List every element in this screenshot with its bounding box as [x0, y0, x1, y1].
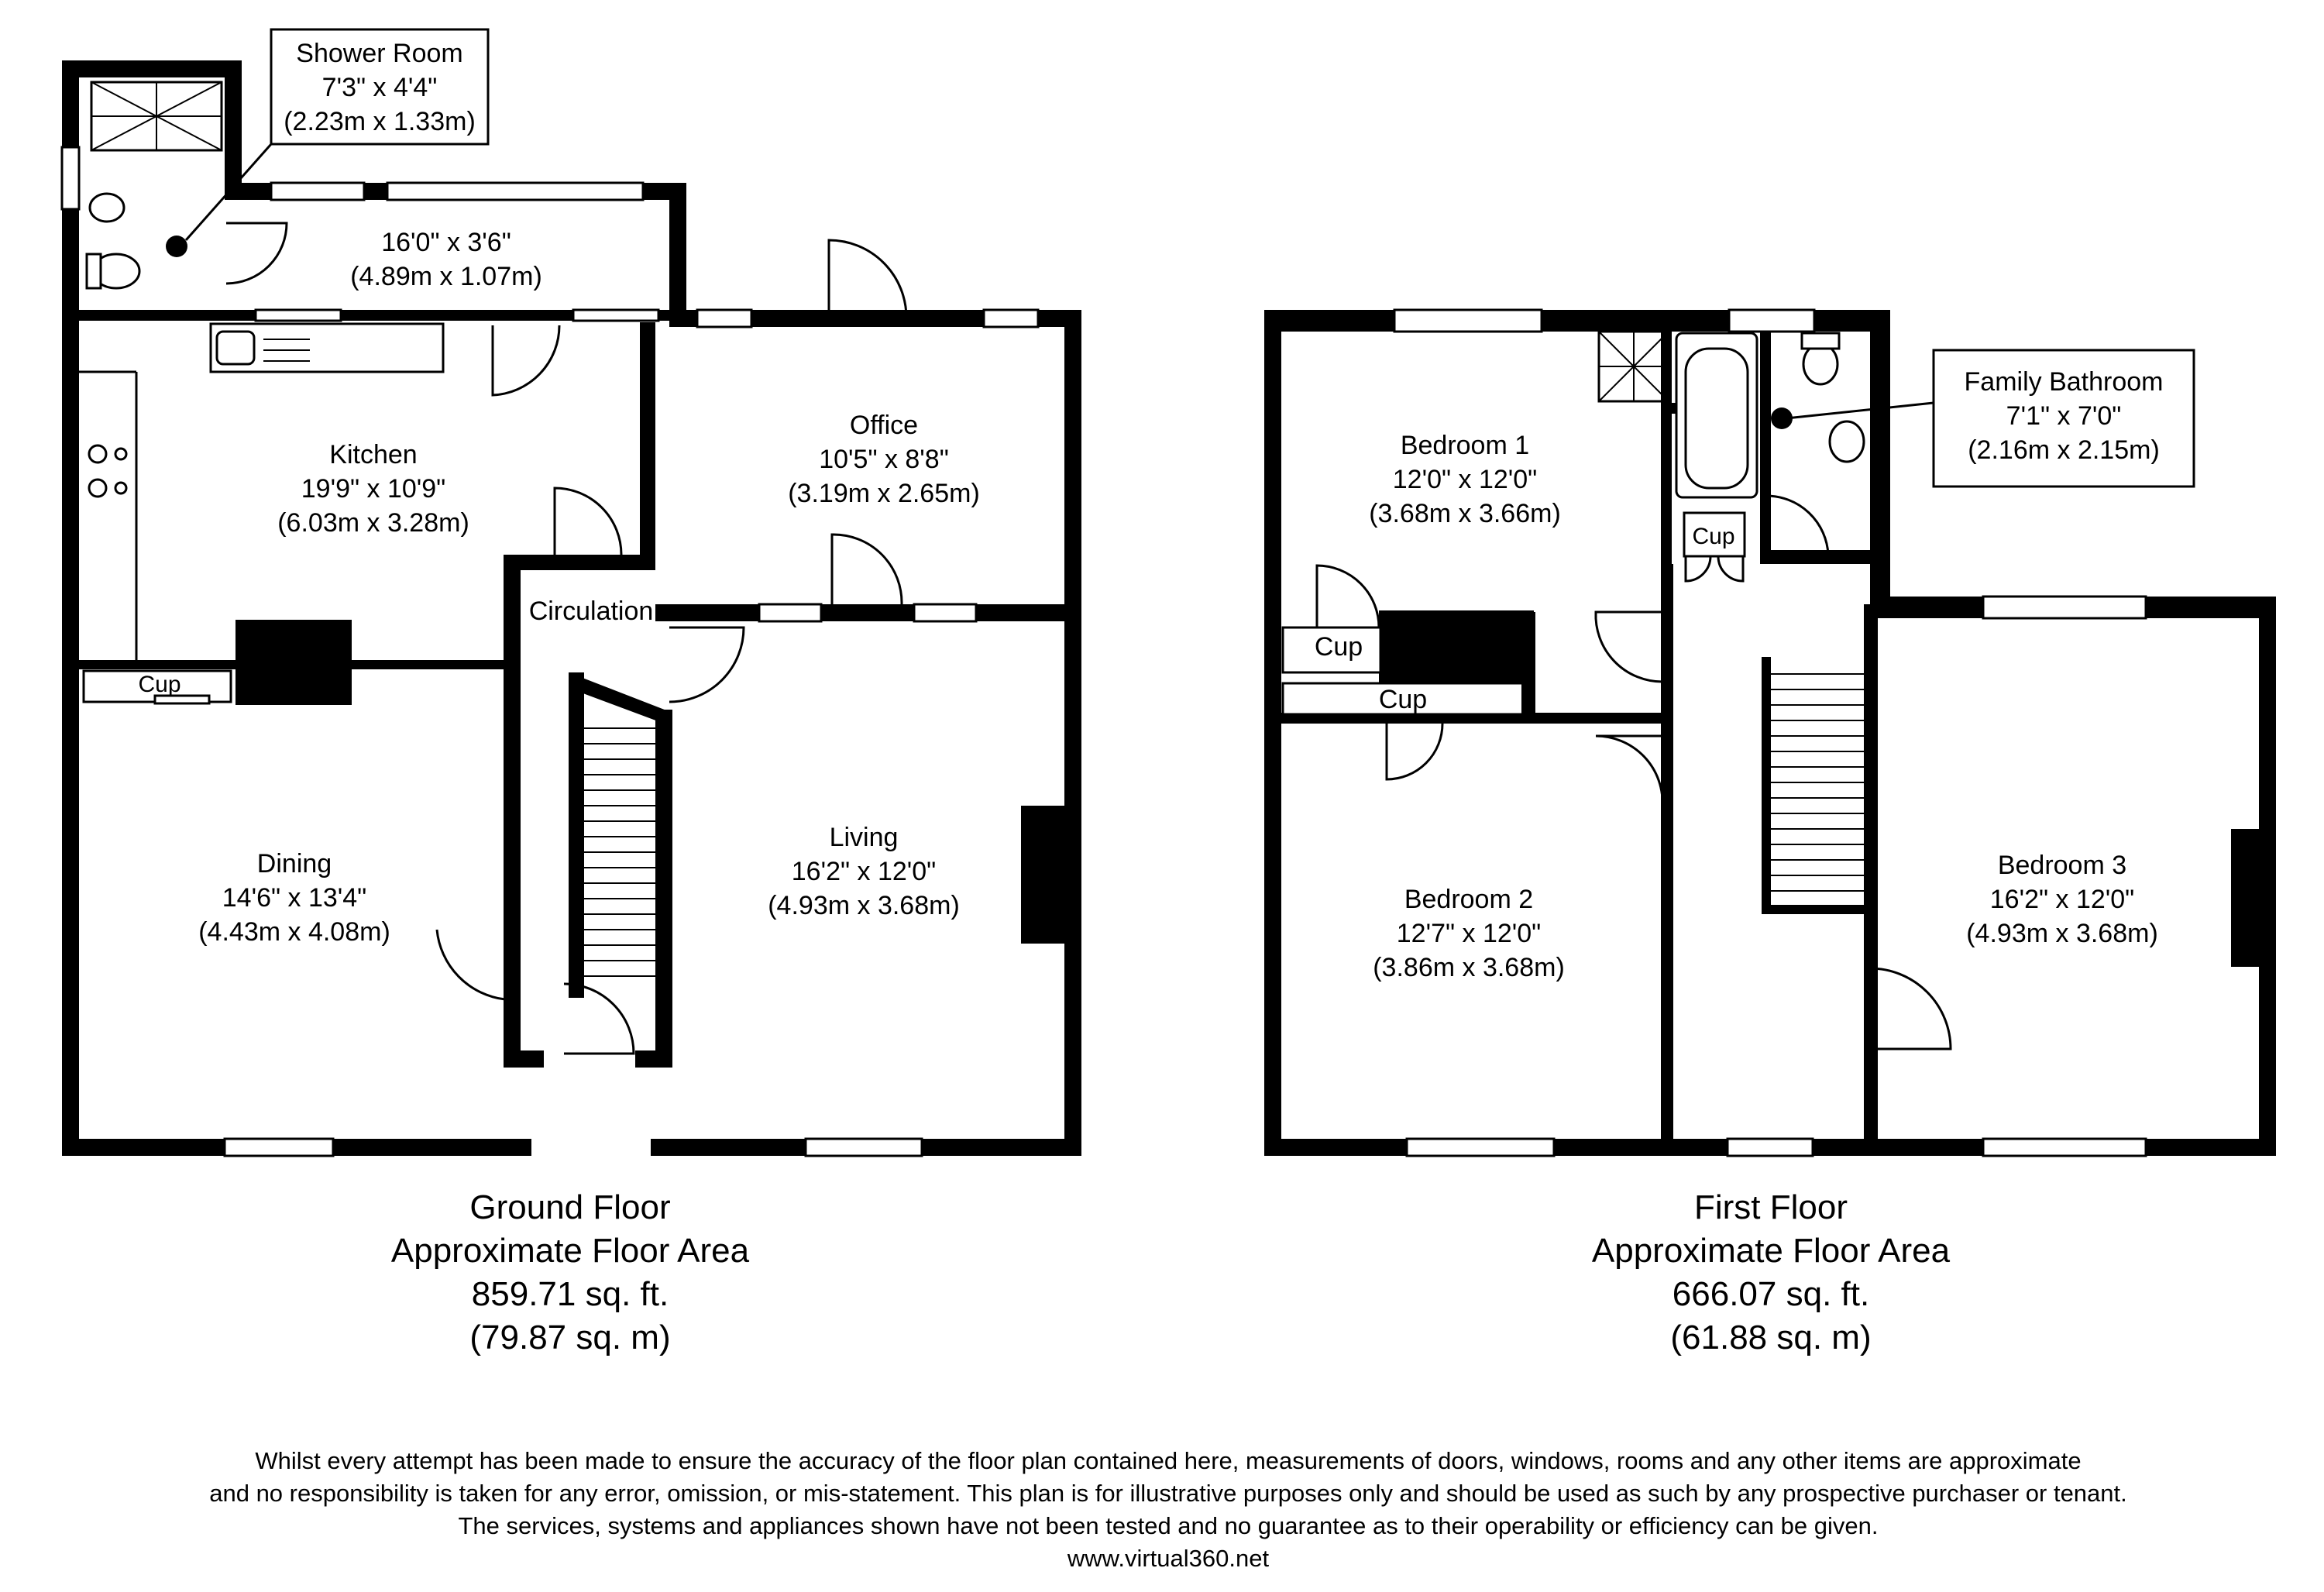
dining-imperial: 14'6" x 13'4"	[222, 883, 367, 913]
dining-metric: (4.43m x 4.08m)	[198, 917, 390, 947]
kitchen-door-icon	[493, 325, 559, 395]
sink-icon	[217, 332, 254, 364]
office-metric: (3.19m x 2.65m)	[788, 479, 980, 508]
bedroom1-imperial: 12'0" x 12'0"	[1392, 465, 1538, 494]
shower-room-imperial: 7'3" x 4'4"	[321, 73, 438, 102]
bedroom2-imperial: 12'7" x 12'0"	[1396, 919, 1542, 948]
circulation-name: Circulation	[528, 597, 654, 626]
bathroom-basin-icon	[1830, 421, 1864, 462]
first-floor-title: First Floor	[1694, 1188, 1848, 1226]
bedroom2-cup-label: Cup	[1378, 685, 1428, 714]
bedroom3-chimney-breast	[2231, 829, 2264, 967]
family-bathroom-metric: (2.16m x 2.15m)	[1968, 435, 2160, 465]
ground-cup-label: Cup	[138, 672, 181, 697]
website-link[interactable]: www.virtual360.net	[1067, 1545, 1270, 1572]
first-floor-area-sqft: 666.07 sq. ft.	[1672, 1275, 1870, 1313]
landing-cup-door-icon	[1686, 556, 1710, 581]
circulation-door-icon	[555, 488, 621, 555]
kitchen-imperial: 19'9" x 10'9"	[301, 474, 446, 504]
ground-floor-area-label: Approximate Floor Area	[390, 1232, 750, 1270]
disclaimer-line-3: The services, systems and appliances shown have not been tested and no guarantee as to their operability or efficiency can be given.	[458, 1512, 1879, 1539]
bathroom-cup-label: Cup	[1692, 524, 1735, 549]
living-door-icon	[669, 628, 744, 702]
bathroom-door-icon	[1766, 496, 1828, 555]
bedroom2-cup-door-icon	[1387, 724, 1442, 779]
bedroom3-door-icon	[1870, 968, 1951, 1049]
family-bathroom-imperial: 7'1" x 7'0"	[2006, 401, 2122, 431]
first-stairs	[1771, 674, 1864, 891]
shower-room-window	[62, 147, 79, 209]
bedroom2-name: Bedroom 2	[1404, 885, 1534, 914]
bedroom3-metric: (4.93m x 3.68m)	[1966, 919, 2158, 948]
living-name: Living	[829, 823, 899, 852]
first-floor-area-sqm: (61.88 sq. m)	[1670, 1319, 1872, 1356]
office-name: Office	[849, 411, 919, 440]
family-bathroom-name: Family Bathroom	[1964, 367, 2164, 397]
office-external-door-icon	[829, 240, 906, 318]
bedroom1-name: Bedroom 1	[1400, 431, 1530, 460]
hob-icon	[89, 445, 106, 462]
living-chimney-breast	[1021, 806, 1066, 944]
bedroom2-door-icon	[1596, 736, 1662, 806]
living-metric: (4.93m x 3.68m)	[768, 891, 960, 920]
bedroom3-name: Bedroom 3	[1997, 851, 2127, 880]
ground-floor-area-sqft: 859.71 sq. ft.	[471, 1275, 669, 1313]
first-floor-area-label: Approximate Floor Area	[1591, 1232, 1951, 1270]
kitchen-name: Kitchen	[329, 440, 418, 469]
living-office-door-icon	[832, 535, 902, 604]
chimney-breast	[235, 620, 352, 705]
dining-name: Dining	[256, 849, 332, 879]
living-imperial: 16'2" x 12'0"	[791, 857, 937, 886]
hallway-imperial: 16'0" x 3'6"	[381, 228, 511, 257]
ground-stairs	[584, 728, 655, 976]
bedroom1-cup-label: Cup	[1314, 632, 1363, 662]
ground-floor-area-sqm: (79.87 sq. m)	[469, 1319, 671, 1356]
ground-floor-title: Ground Floor	[469, 1188, 671, 1226]
first-chimney-breast	[1379, 610, 1534, 685]
disclaimer-line-1: Whilst every attempt has been made to ensure the accuracy of the floor plan contained here, measurements of doors, windows, rooms and any other items are approximate	[255, 1447, 2082, 1474]
shower-room-door-icon	[226, 223, 287, 284]
shower-room-metric: (2.23m x 1.33m)	[284, 107, 476, 136]
bedroom1-cup-door-icon	[1317, 566, 1379, 628]
shower-room-name: Shower Room	[296, 39, 463, 68]
extractor-icon	[166, 236, 187, 257]
bathroom-toilet-icon	[1803, 344, 1838, 384]
bedroom3-imperial: 16'2" x 12'0"	[1989, 885, 2135, 914]
bedroom2-metric: (3.86m x 3.68m)	[1373, 953, 1565, 982]
kitchen-metric: (6.03m x 3.28m)	[277, 508, 469, 538]
disclaimer-line-2: and no responsibility is taken for any error, omission, or mis-statement. This plan is for illustrative purposes only and should be used as such by any prospective purchaser or tenant.	[209, 1480, 2127, 1507]
bedroom1-metric: (3.68m x 3.66m)	[1369, 499, 1561, 528]
office-imperial: 10'5" x 8'8"	[819, 445, 949, 474]
dining-door-icon	[437, 922, 505, 999]
bedroom1-door-icon	[1596, 612, 1662, 682]
hallway-metric: (4.89m x 1.07m)	[350, 262, 542, 291]
basin-icon	[90, 194, 124, 222]
